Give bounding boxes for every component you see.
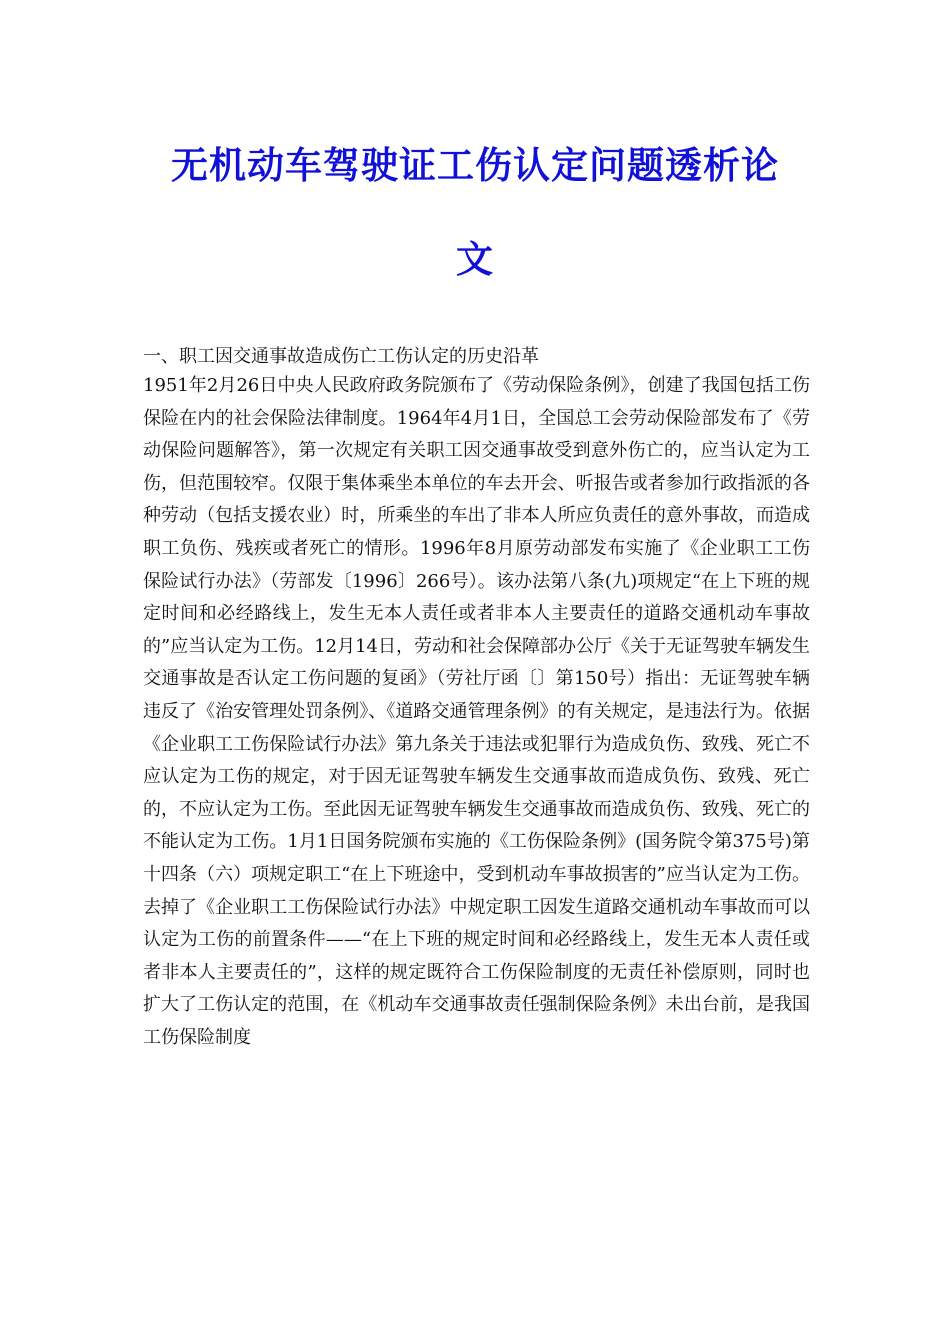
document-body <box>143 344 810 1304</box>
document-title: 无机动车驾驶证工伤认定问题透析论 文 <box>171 143 779 281</box>
section-heading: 一、职工因交通事故造成伤亡工伤认定的历史沿革 <box>143 346 539 367</box>
body-paragraph: 1951年2月26日中央人民政府政务院颁布了《劳动保险条例》，创建了我国包括工伤保险在内的社会保险法律制度。1964年4月1日，全国总工会劳动保险部发布了《劳动保险问题解答》，第一次规定有关职工因交通事故受到意外伤亡的，应当认定为工伤，但范围较窄。仅限于集体乘坐本单位的车去开会、听报告或者参加行政指派的各种劳动（包括支援农业）时，所乘坐的车出了非本人所应负责任的意外事故，而造成职工负伤、残疾或者死亡的情形。1996年8月原劳动部发布实施了《企业职工工伤保险试行办法》（劳部发〔1996〕266号）。该办法第八条(九)项规定“在上下班的规定时间和必经路线上，发生无本人责任或者非本人主要责任的道路交通机动车事故的”应当认定为工伤。12月14日，劳动和社会保障部办公厅《关于无证驾驶车辆发生交通事故是否认定工伤问题的复函》（劳社厅函〔〕第150号）指出：无证驾驶车辆违反了《治安管理处罚条例》、《道路交通管理条例》的有关规定，是违法行为。依据《企业职工工伤保险试行办法》第九条关于违法或犯罪行为造成负伤、致残、死亡不应认定为工伤的规定，对于因无证驾驶车辆发生交通事故而造成负伤、致残、死亡的，不应认定为工伤。至此因无证驾驶车辆发生交通事故而造成负伤、致残、死亡的不能认定为工伤。1月1日国务院颁布实施的《工伤保险条例》(国务院令第375号)第十四条（六）项规定职工“在上下班途中，受到机动车事故损害的”应当认定为工伤。去掉了《企业职工工伤保险试行办法》中规定职工因发生道路交通机动车事故而可以认定为工伤的前置条件——“在上下班的规定时间和必经路线上，发生无本人责任或者非本人主要责任的”，这样的规定既符合工伤保险制度的无责任补偿原则，同时也扩大了工伤认定的范围，在《机动车交通事故责任强制保险条例》未出台前，是我国工伤保险制度 <box>143 375 810 1048</box>
